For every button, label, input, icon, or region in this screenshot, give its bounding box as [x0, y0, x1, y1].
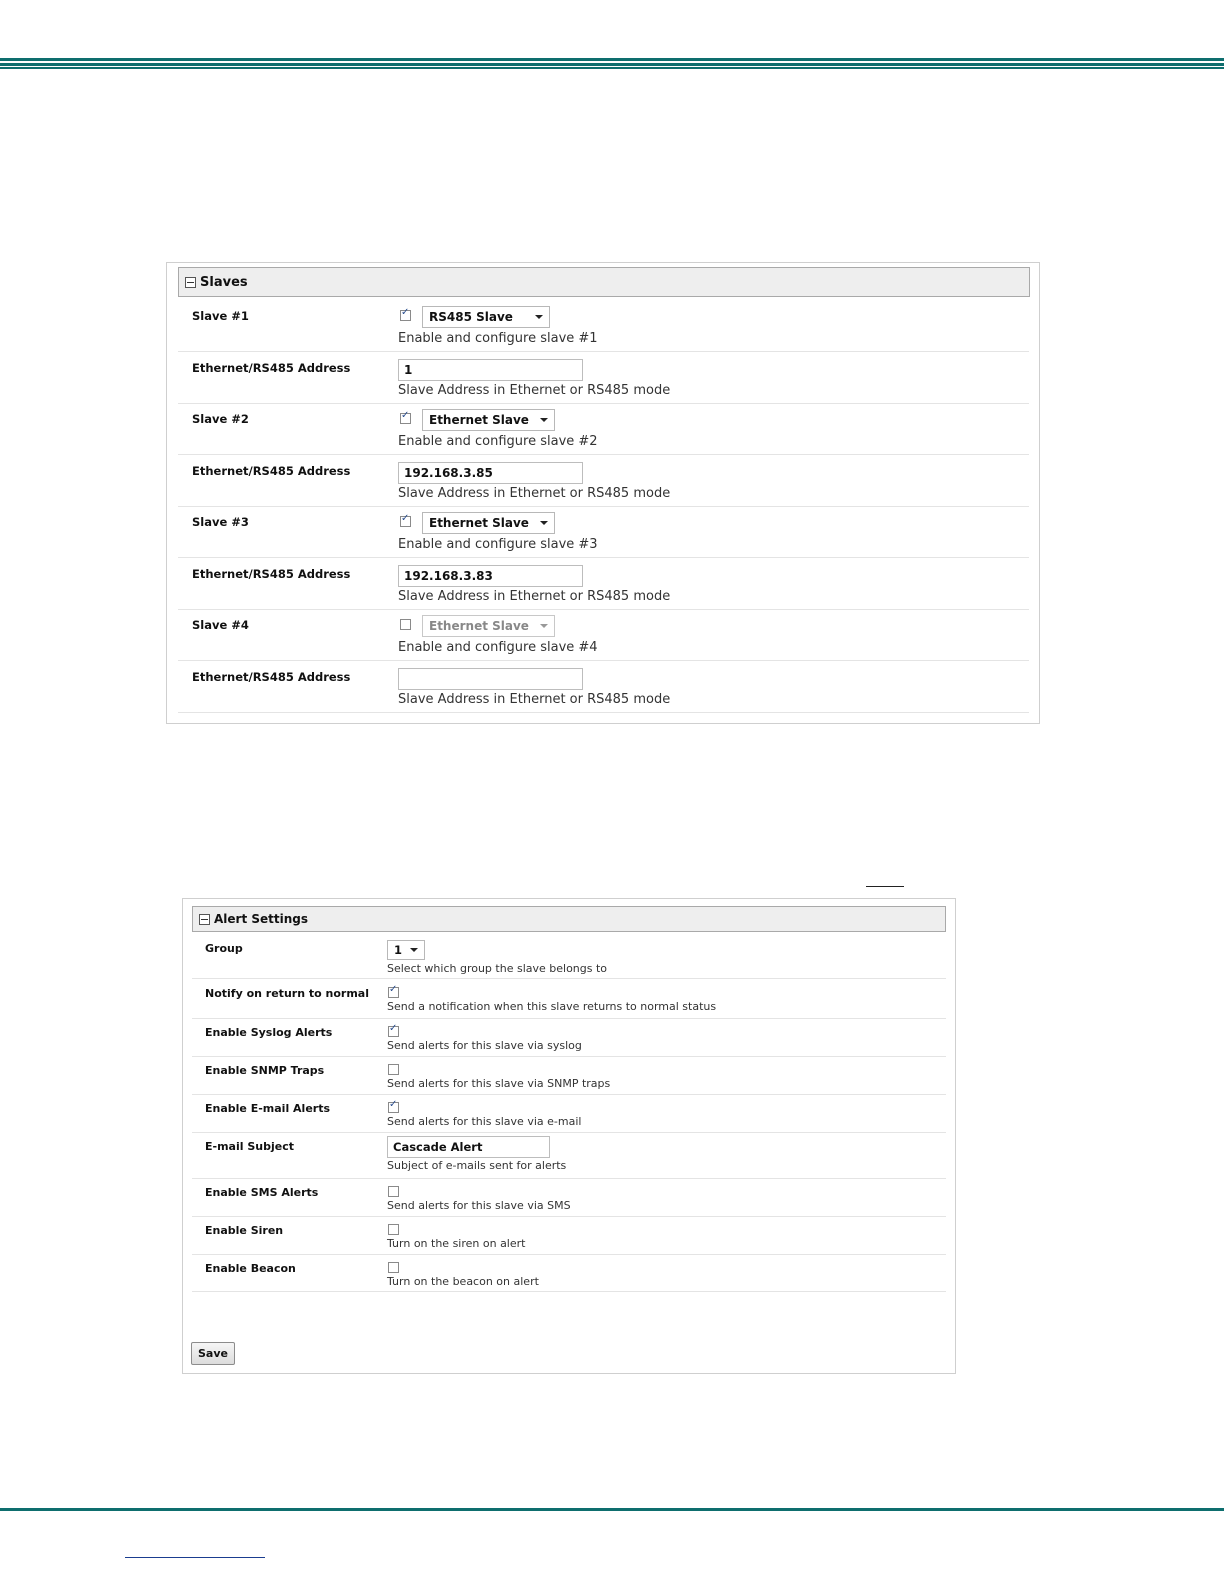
alert-setting-description: Send alerts for this slave via syslog [387, 1039, 582, 1052]
select-value: Ethernet Slave [429, 413, 529, 427]
alert-setting-checkbox[interactable] [388, 1064, 399, 1075]
alert-setting-row [192, 1254, 946, 1292]
slave-row [178, 557, 1029, 610]
alert-setting-checkbox[interactable] [388, 1186, 399, 1197]
alert-setting-description: Send alerts for this slave via e-mail [387, 1115, 582, 1128]
slave-row [178, 608, 1029, 661]
slave-mode-select [422, 615, 555, 637]
group-select[interactable] [387, 940, 425, 960]
header-rule [0, 58, 1224, 69]
alert-setting-row [192, 934, 946, 979]
alert-setting-label: Enable SNMP Traps [205, 1064, 325, 1077]
alert-setting-row [192, 979, 946, 1019]
slave-mode-select[interactable] [422, 512, 555, 534]
slave-row [178, 402, 1029, 455]
collapse-icon[interactable] [199, 914, 210, 925]
alert-setting-checkbox[interactable] [388, 1102, 399, 1113]
slave-row [178, 505, 1029, 558]
alert-setting-row [192, 1094, 946, 1133]
slave-field-description: Slave Address in Ethernet or RS485 mode [398, 589, 671, 604]
slave-field-description: Enable and configure slave #2 [398, 434, 598, 449]
slave-address-input[interactable]: 192.168.3.85 [398, 462, 583, 484]
alert-panel-header[interactable] [192, 906, 946, 932]
slave-field-description: Enable and configure slave #1 [398, 331, 598, 346]
alert-setting-checkbox[interactable] [388, 1026, 399, 1037]
alert-setting-row [192, 1132, 946, 1179]
collapse-icon[interactable] [185, 277, 196, 288]
slave-row [178, 299, 1029, 352]
slave-field-label: Ethernet/RS485 Address [192, 567, 351, 581]
alert-setting-description: Send a notification when this slave returns to normal status [387, 1000, 717, 1013]
slave-address-input[interactable]: 1 [398, 359, 583, 381]
alert-setting-label: Enable E-mail Alerts [205, 1102, 331, 1115]
alert-setting-description: Turn on the beacon on alert [387, 1275, 539, 1288]
slave-field-description: Enable and configure slave #3 [398, 537, 598, 552]
chevron-down-icon [540, 418, 548, 422]
slave-field-label: Ethernet/RS485 Address [192, 670, 351, 684]
slave-mode-select[interactable] [422, 409, 555, 431]
alert-setting-checkbox[interactable] [388, 1262, 399, 1273]
alert-setting-label: Notify on return to normal [205, 987, 369, 1000]
slave-field-label: Slave #3 [192, 515, 249, 529]
slave-field-label: Slave #1 [192, 309, 249, 323]
chevron-down-icon [540, 624, 548, 628]
select-value: 1 [394, 943, 403, 957]
slave-mode-select[interactable] [422, 306, 550, 328]
alert-setting-label: Enable SMS Alerts [205, 1186, 319, 1199]
alert-setting-description: Select which group the slave belongs to [387, 962, 608, 975]
slave-address-input[interactable] [398, 668, 583, 690]
slave-enable-checkbox[interactable] [400, 413, 411, 424]
panel-title: Alert Settings [214, 912, 309, 926]
slave-row [178, 351, 1029, 404]
text-underline [866, 886, 904, 887]
alert-setting-description: Send alerts for this slave via SMS [387, 1199, 571, 1212]
select-value: RS485 Slave [429, 310, 513, 324]
select-value: Ethernet Slave [429, 619, 529, 633]
slave-enable-checkbox[interactable] [400, 516, 411, 527]
slave-address-input[interactable]: 192.168.3.83 [398, 565, 583, 587]
footer-rule [0, 1508, 1224, 1511]
alert-setting-label: Enable Syslog Alerts [205, 1026, 333, 1039]
slave-field-label: Slave #4 [192, 618, 249, 632]
alert-setting-checkbox[interactable] [388, 987, 399, 998]
slaves-panel [166, 262, 1040, 724]
slave-field-label: Slave #2 [192, 412, 249, 426]
alert-setting-description: Subject of e-mails sent for alerts [387, 1159, 567, 1172]
alert-setting-label: E-mail Subject [205, 1140, 294, 1153]
alert-setting-row [192, 1216, 946, 1255]
chevron-down-icon [535, 315, 543, 319]
slave-field-description: Slave Address in Ethernet or RS485 mode [398, 486, 671, 501]
footer-link-underline [125, 1557, 265, 1558]
slave-row [178, 454, 1029, 507]
alert-setting-label: Enable Siren [205, 1224, 284, 1237]
alert-setting-description: Turn on the siren on alert [387, 1237, 526, 1250]
slave-field-description: Slave Address in Ethernet or RS485 mode [398, 692, 671, 707]
slave-field-label: Ethernet/RS485 Address [192, 361, 351, 375]
slave-enable-checkbox[interactable] [400, 619, 411, 630]
select-value: Ethernet Slave [429, 516, 529, 530]
slave-enable-checkbox[interactable] [400, 310, 411, 321]
alert-setting-row [192, 1018, 946, 1057]
email-subject-input[interactable]: Cascade Alert [387, 1136, 550, 1158]
slave-row [178, 660, 1029, 713]
alert-settings-panel [182, 898, 956, 1374]
alert-setting-row [192, 1178, 946, 1217]
chevron-down-icon [540, 521, 548, 525]
save-button[interactable]: Save [191, 1342, 235, 1365]
chevron-down-icon [410, 948, 418, 952]
alert-setting-row [192, 1056, 946, 1095]
slave-field-description: Slave Address in Ethernet or RS485 mode [398, 383, 671, 398]
alert-setting-label: Group [205, 942, 243, 955]
panel-title: Slaves [200, 274, 248, 290]
slave-field-description: Enable and configure slave #4 [398, 640, 598, 655]
alert-setting-description: Send alerts for this slave via SNMP traps [387, 1077, 611, 1090]
slave-field-label: Ethernet/RS485 Address [192, 464, 351, 478]
alert-setting-checkbox[interactable] [388, 1224, 399, 1235]
slaves-panel-header[interactable] [178, 267, 1030, 297]
alert-setting-label: Enable Beacon [205, 1262, 296, 1275]
